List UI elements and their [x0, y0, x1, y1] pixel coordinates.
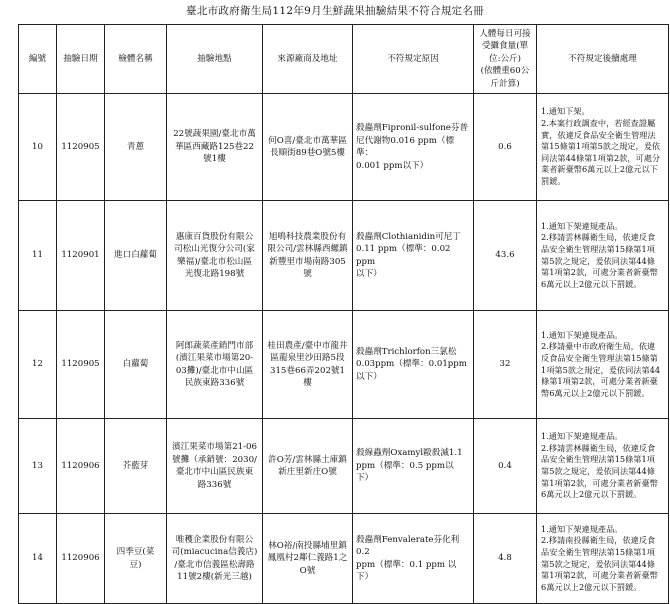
cell-location: 22號蔬果園/臺北市萬 華區西藏路125巷22 號1樓 [167, 94, 263, 201]
cell-no: 10 [19, 94, 57, 201]
header-name: 檢體名稱 [105, 25, 167, 94]
cell-intake: 43.6 [474, 201, 537, 311]
cell-date: 1120905 [57, 311, 105, 419]
cell-no: 11 [19, 201, 57, 311]
header-source: 來源廠商及地址 [263, 25, 353, 94]
header-intake: 人體每日可接 受攝食量(單 位:公斤) (依體重60公 斤計算) [474, 25, 537, 94]
cell-reason: 殺蟲劑Fenvalerate芬化利0.2 ppm（標準：0.1 ppm 以 下） [353, 514, 474, 604]
cell-disposition: 1.通知下架違規產品。 2.移請雲林縣衛生局，依違反食 品安全衛生管理法第15條第1項 第5款之規定，爰依同法第44條 第1項第2款，可處分業者新臺幣 6萬元以上2億元以下罰鍰。 [537, 201, 669, 311]
cell-name: 芥藍芽 [105, 419, 167, 514]
table-row [19, 201, 669, 311]
cell-source: 何O喜/臺北市萬華區 長順街89巷O號5樓 [263, 94, 353, 201]
cell-intake: 32 [474, 311, 537, 419]
cell-date: 1120901 [57, 201, 105, 311]
document-title: 臺北市政府衛生局112年9月生鮮蔬果抽驗結果不符合規定名冊 [186, 5, 484, 17]
header-date: 抽驗日期 [57, 25, 105, 94]
header-reason: 不符規定原因 [353, 25, 474, 94]
cell-name: 白蘿蔔 [105, 311, 167, 419]
cell-reason: 殺蟲劑Trichlorfon三氯松 0.03ppm（標準：0.01ppm 以下） [353, 311, 474, 419]
table-row [19, 94, 669, 201]
cell-name: 四季豆(菜 豆) [105, 514, 167, 604]
table-row [19, 514, 669, 604]
cell-no: 13 [19, 419, 57, 514]
table-row [19, 419, 669, 514]
cell-intake: 0.6 [474, 94, 537, 201]
cell-date: 1120906 [57, 419, 105, 514]
cell-source: 旭鳴科技農業股份有 限公司/雲林縣西螺鎮 新豐里市場南路305號 [263, 201, 353, 311]
cell-no: 12 [19, 311, 57, 419]
header-no: 編號 [19, 25, 57, 94]
cell-disposition: 1.通知下架違規產品。 2.移請雲林縣衛生局，依違反食 品安全衛生管理法第15條第1項 第5款之規定，爰依同法第44條 第1項第2款，可處分業者新臺幣 6萬元以上2億元以下罰鍰。 [537, 419, 669, 514]
cell-location: 惠康百貨股份有限公 司松山光復分公司(家 樂福)/臺北市松山區 光復北路198號 [167, 201, 263, 311]
cell-disposition: 1.通知下架違規產品。 2.移請南投縣衛生局，依違反食 品安全衛生管理法第15條第1項 第5款之規定，爰依同法第44條 第1項第2款，可處分業者新臺幣 6萬元以上2億元以下罰鍰。 [537, 514, 669, 604]
cell-location: 唯穫企業股份有限公 司(miacucina信義店) /臺北市信義區松壽路 11號2樓(新光三越) [167, 514, 263, 604]
cell-source: 許O芳/雲林縣土庫鎮 新庄里新庄O號 [263, 419, 353, 514]
cell-reason: 殺蟲劑Clothianidin可尼丁 0.11 ppm（標準：0.02 ppm 以下） [353, 201, 474, 311]
cell-date: 1120906 [57, 514, 105, 604]
cell-disposition: 1.通知下架違規產品。 2.移請臺中市政府衛生局，依違 反食品安全衛生管理法第15條第 1項第5款之規定，爰依同法第44 條第1項第2款，可處分業者新臺 幣6萬元以上2億元以下罰鍰。 [537, 311, 669, 419]
cell-reason: 殺線蟲劑Oxamyl毆殺滅1.1 ppm（標準：0.5 ppm以 下） [353, 419, 474, 514]
cell-name: 青蔥 [105, 94, 167, 201]
cell-no: 14 [19, 514, 57, 604]
cell-source: 桂田農產/臺中市龍井 區龍泉里沙田路5段 315巷66弄202號1樓 [263, 311, 353, 419]
cell-location: 阿郎蔬菜產銷門市部 (濱江果菜市場第20- 03攤)/臺北市中山區 民族東路336號 [167, 311, 263, 419]
cell-intake: 4.8 [474, 514, 537, 604]
results-table [18, 24, 669, 604]
cell-source: 林O裕/南投縣埔里鎮 鳳凰村2鄰仁義路1之 O號 [263, 514, 353, 604]
cell-disposition: 1.通知下架。 2.本案行政調查中，若經查證屬 實，依違反食品安全衛生管理法 第15條第1項第5款之規定，爰依 同法第44條第1項第2款，可處分 業者新臺幣6萬元以上2億元以下 罰鍰。 [537, 94, 669, 201]
cell-intake: 0.4 [474, 419, 537, 514]
header-location: 抽驗地點 [167, 25, 263, 94]
cell-reason: 殺蟲劑Fipronil-sulfone芬普 尼代謝物0.016 ppm（標準： 0.001 ppm以下） [353, 94, 474, 201]
table-header-row [19, 25, 669, 94]
cell-location: 濱江果菜市場第21-06 號攤（承銷號：2030/ 臺北市中山區民族東 路336號 [167, 419, 263, 514]
cell-date: 1120905 [57, 94, 105, 201]
table-row [19, 311, 669, 419]
cell-name: 進口白蘿蔔 [105, 201, 167, 311]
header-disposition: 不符規定後續處理 [537, 25, 669, 94]
